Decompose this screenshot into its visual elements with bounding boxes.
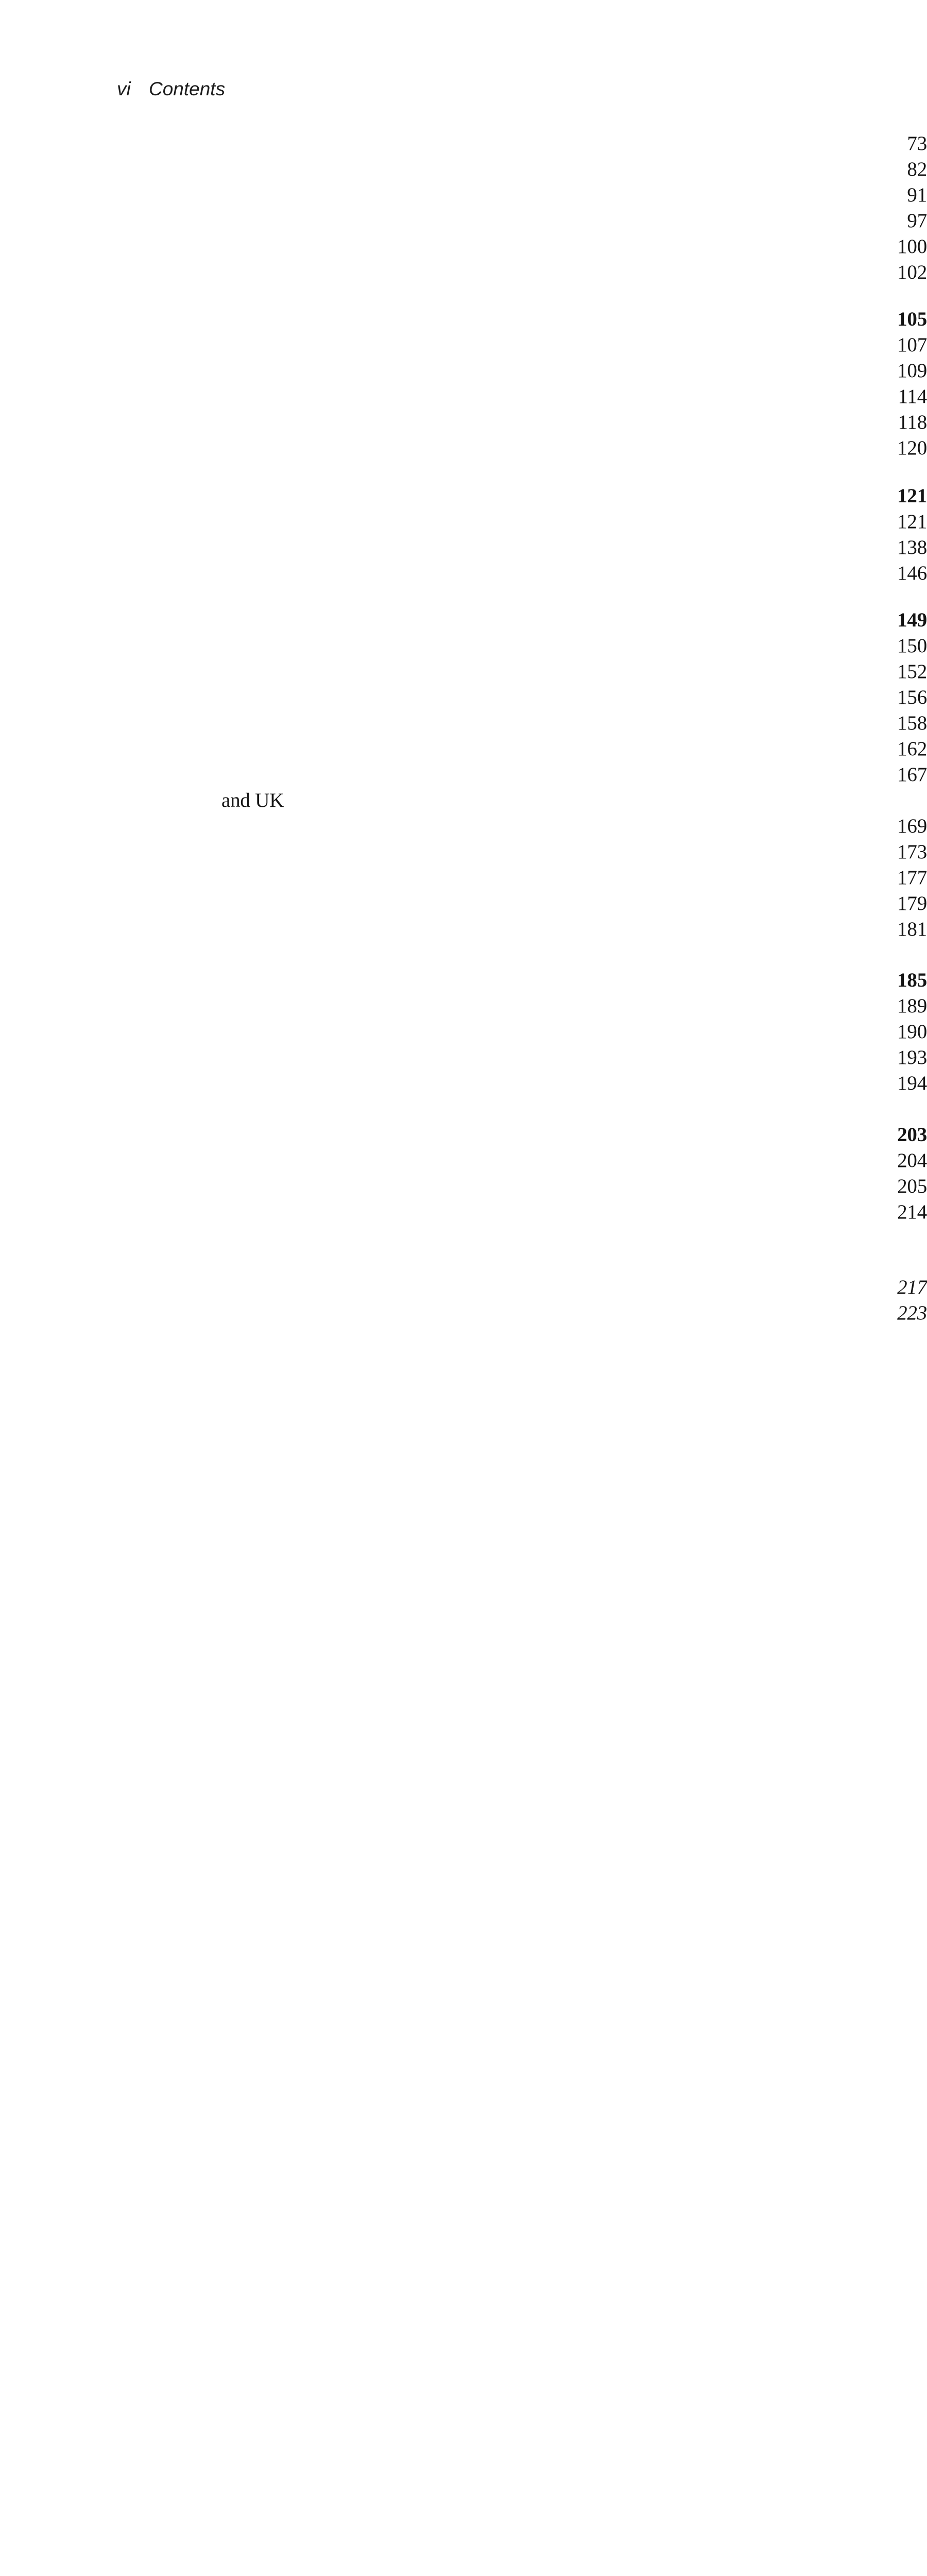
toc-row <box>0 1071 927 1096</box>
toc-row <box>0 182 927 208</box>
toc-row <box>0 1199 927 1225</box>
toc-page-number: 181 <box>0 917 927 2308</box>
toc-page-number: 73 <box>0 131 927 1522</box>
toc-page-number: 190 <box>0 1019 927 2410</box>
toc-row <box>0 865 927 891</box>
toc-row <box>0 307 927 332</box>
toc-page-number: 189 <box>0 993 927 2384</box>
toc-row <box>0 332 927 358</box>
toc-page-number: 185 <box>0 968 927 2359</box>
toc-row <box>0 410 927 435</box>
toc-page-number: 194 <box>0 1071 927 2462</box>
toc-page-number: 102 <box>0 260 927 1651</box>
toc-row <box>0 788 927 814</box>
toc-row <box>0 839 927 865</box>
toc-row <box>0 1122 927 1148</box>
toc-page-number: 149 <box>0 607 927 1998</box>
toc-page-number: 91 <box>0 182 927 1573</box>
toc-page-number: 100 <box>0 234 927 1625</box>
toc-page-number: 120 <box>0 435 927 1826</box>
toc-page-number: 97 <box>0 208 927 1599</box>
toc-row <box>0 1300 927 1326</box>
toc-page-number: 121 <box>0 509 927 1900</box>
toc-page-number: 169 <box>0 814 927 2205</box>
toc-page-number: 167 <box>0 762 927 2153</box>
toc-row <box>0 917 927 942</box>
toc-row <box>0 131 927 157</box>
page-folio: vi <box>117 78 131 99</box>
toc-row <box>0 1045 927 1071</box>
toc-row <box>0 260 927 285</box>
toc-row <box>0 561 927 586</box>
toc-page-number: 82 <box>0 157 927 1548</box>
toc-row <box>0 1019 927 1045</box>
toc-page-number: 105 <box>0 307 927 1698</box>
toc-row <box>0 483 927 509</box>
toc-row <box>0 736 927 762</box>
toc-page-number: 107 <box>0 332 927 1723</box>
toc-row <box>0 435 927 461</box>
toc-page-number: 138 <box>0 535 927 1926</box>
toc-row <box>0 633 927 659</box>
toc-row <box>0 968 927 993</box>
toc-page-number: 214 <box>0 1199 927 2576</box>
toc-page-number: 146 <box>0 561 927 1952</box>
toc-page-number: 158 <box>0 710 927 2102</box>
toc-row <box>0 234 927 260</box>
toc-page-number: 193 <box>0 1045 927 2436</box>
toc-row <box>0 762 927 788</box>
toc-page-number: 205 <box>0 1174 927 2565</box>
toc-row <box>0 157 927 182</box>
toc-row <box>0 710 927 736</box>
toc-page-number: 223 <box>0 1300 927 2576</box>
running-head <box>0 77 927 101</box>
toc-page-number: 152 <box>0 659 927 2050</box>
toc-row <box>0 607 927 633</box>
toc-row <box>0 659 927 685</box>
toc-page-number: 150 <box>0 633 927 2024</box>
toc-page-number: 173 <box>0 839 927 2230</box>
toc-page-number: 203 <box>0 1122 927 2513</box>
toc-entry-label: and UK <box>221 789 284 811</box>
toc-row <box>0 685 927 710</box>
toc-row <box>0 509 927 535</box>
toc-page-number: 179 <box>0 891 927 2282</box>
toc-row <box>0 1174 927 1199</box>
toc-row <box>0 1275 927 1300</box>
toc-page-number: 118 <box>0 410 927 1801</box>
toc-row <box>0 358 927 384</box>
running-head-title: Contents <box>149 78 226 99</box>
toc-row <box>0 535 927 561</box>
toc-row <box>0 384 927 410</box>
toc-page-number: 162 <box>0 736 927 2127</box>
toc-page-number: 121 <box>0 483 927 1874</box>
toc-row <box>0 891 927 917</box>
toc-page-number: 156 <box>0 685 927 2076</box>
toc-page-number: 204 <box>0 1148 927 2539</box>
toc-row <box>0 814 927 839</box>
toc-page-number: 217 <box>0 1275 927 2576</box>
toc-row <box>0 208 927 234</box>
toc-page-number: 177 <box>0 865 927 2256</box>
toc-page-number: 114 <box>0 384 927 1775</box>
toc-row <box>0 993 927 1019</box>
toc-page-number: 109 <box>0 358 927 1749</box>
toc-row <box>0 1148 927 1174</box>
